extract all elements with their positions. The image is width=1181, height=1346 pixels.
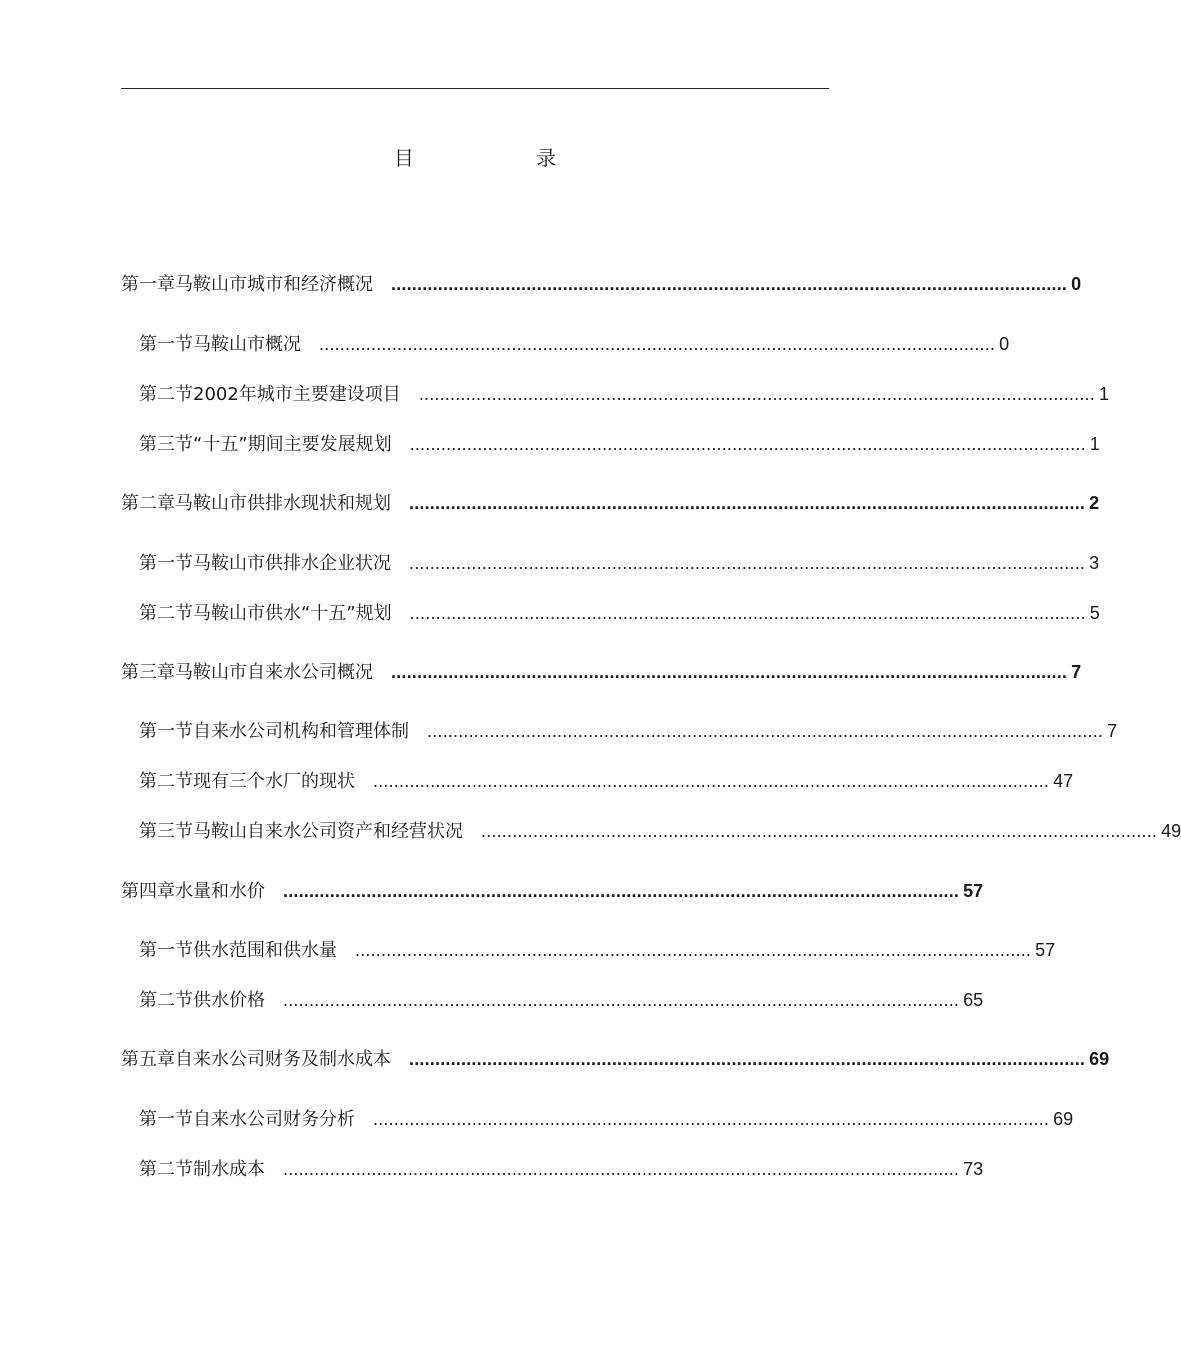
dot-leader: .................................................................................................................................. [319,334,996,354]
page-number: 57 [1035,940,1056,960]
section-number: 第三节 [139,821,193,842]
page-number: 1 [1089,434,1100,454]
dot-leader: .................................................................................................................................. [427,721,1104,741]
toc-section[interactable] [139,936,1056,962]
page-title: 目 录 [393,146,615,170]
toc-chapter[interactable] [121,658,1082,684]
section-title: 供水价格 [193,990,265,1011]
dot-leader: .................................................................................................................................. [409,553,1086,573]
page-number: 1 [1098,384,1109,404]
section-title: 马鞍山自来水公司资产和经营状况 [193,821,463,842]
section-title: 现有三个水厂的现状 [193,771,355,792]
toc-section[interactable] [139,1155,984,1181]
page-number: 0 [999,334,1010,354]
section-title: “十五”期间主要发展规划 [193,434,392,455]
toc-chapter[interactable] [121,270,1082,296]
toc-chapter[interactable] [121,489,1100,515]
page-number: 57 [963,881,984,901]
toc-section[interactable] [139,767,1074,793]
header-rule [121,88,829,89]
page-number: 69 [1089,1049,1110,1069]
toc-section[interactable] [139,330,1010,356]
dot-leader: .................................................................................................................................. [418,384,1095,404]
section-number: 第二节 [139,771,193,792]
dot-leader: .................................................................................................................................. [409,603,1086,623]
dot-leader: .................................................................................................................................. [283,1159,960,1179]
section-number: 第二节 [139,603,193,624]
dot-leader: .................................................................................................................................. [373,1109,1050,1129]
chapter-number: 第五章 [121,1049,175,1070]
toc-section[interactable] [139,1105,1074,1131]
toc-section[interactable] [139,986,984,1012]
toc-chapter[interactable] [121,1045,1110,1071]
section-title: 马鞍山市供排水企业状况 [193,553,391,574]
section-title: 马鞍山市概况 [193,334,301,355]
chapter-number: 第三章 [121,662,175,683]
section-title: 马鞍山市供水“十五”规划 [193,603,392,624]
page-number: 47 [1053,771,1074,791]
section-number: 第三节 [139,434,193,455]
page-number: 7 [1071,662,1082,682]
chapter-title: 自来水公司财务及制水成本 [175,1049,391,1070]
toc-chapter[interactable] [121,877,984,903]
section-title: 2002年城市主要建设项目 [193,384,401,405]
page-number: 2 [1089,493,1100,513]
page-number: 0 [1071,274,1082,294]
section-number: 第一节 [139,1109,193,1130]
toc-section[interactable] [139,717,1118,743]
section-title: 供水范围和供水量 [193,940,337,961]
section-number: 第一节 [139,553,193,574]
section-number: 第二节 [139,990,193,1011]
chapter-title: 水量和水价 [175,881,265,902]
chapter-number: 第四章 [121,881,175,902]
page-number: 69 [1053,1109,1074,1129]
page-number: 65 [963,990,984,1010]
dot-leader: .................................................................................................................................. [391,662,1068,682]
section-number: 第二节 [139,384,193,405]
chapter-title: 马鞍山市城市和经济概况 [175,274,373,295]
dot-leader: .................................................................................................................................. [409,1049,1086,1069]
section-number: 第一节 [139,334,193,355]
dot-leader: .................................................................................................................................. [391,274,1068,294]
toc-section[interactable] [139,549,1100,575]
dot-leader: .................................................................................................................................. [283,881,960,901]
toc-section[interactable] [139,817,1181,843]
toc-section[interactable] [139,430,1100,456]
chapter-number: 第二章 [121,493,175,514]
chapter-title: 马鞍山市供排水现状和规划 [175,493,391,514]
dot-leader: .................................................................................................................................. [283,990,960,1010]
dot-leader: .................................................................................................................................. [409,434,1086,454]
section-title: 自来水公司机构和管理体制 [193,721,409,742]
chapter-number: 第一章 [121,274,175,295]
dot-leader: .................................................................................................................................. [481,821,1158,841]
dot-leader: .................................................................................................................................. [409,493,1086,513]
page-number: 7 [1107,721,1118,741]
page-number: 73 [963,1159,984,1179]
section-number: 第二节 [139,1159,193,1180]
toc-section[interactable] [139,380,1109,406]
toc-section[interactable] [139,599,1100,625]
page-number: 3 [1089,553,1100,573]
page-number: 49 [1161,821,1181,841]
page-number: 5 [1089,603,1100,623]
dot-leader: .................................................................................................................................. [355,940,1032,960]
dot-leader: .................................................................................................................................. [373,771,1050,791]
section-title: 制水成本 [193,1159,265,1180]
section-number: 第一节 [139,940,193,961]
chapter-title: 马鞍山市自来水公司概况 [175,662,373,683]
section-number: 第一节 [139,721,193,742]
section-title: 自来水公司财务分析 [193,1109,355,1130]
